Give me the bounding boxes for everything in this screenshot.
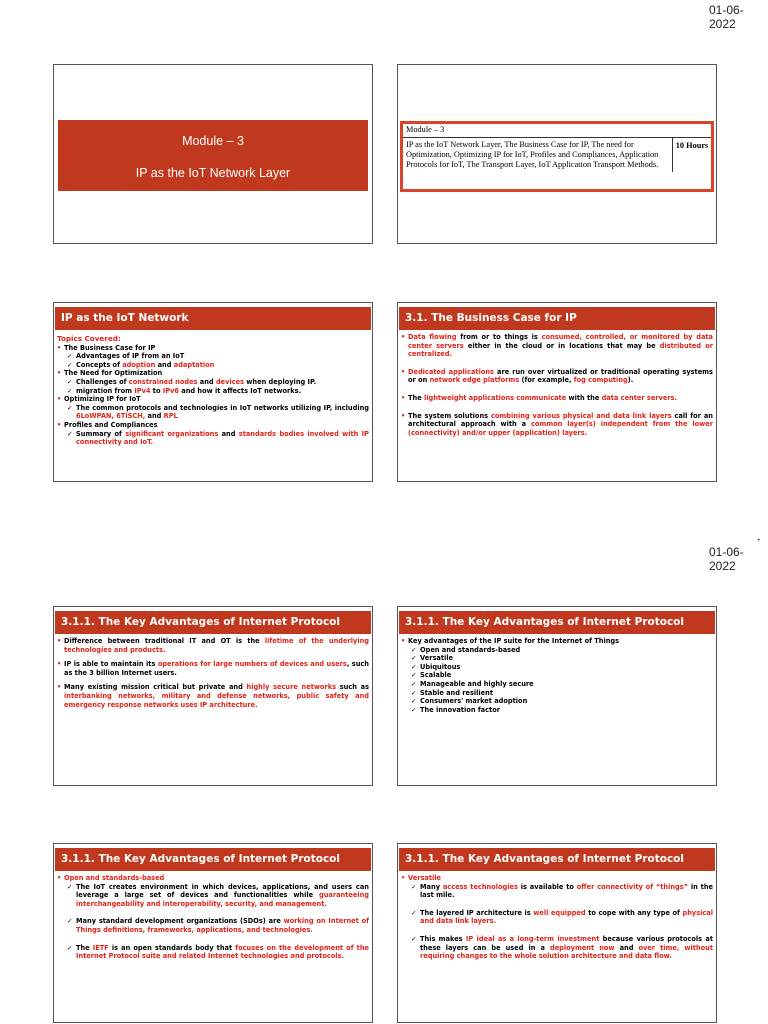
list-item: • The system solutions combining various physical and data link layers call for an architectural approach with a common layer(s) independent from the lower (connectivity) and/or upper (application) layers. [401, 412, 713, 438]
slide-body [401, 874, 713, 961]
module-title: Module – 3 [182, 134, 244, 148]
list-item: ✓ migration from IPv4 to IPv6 and how it affects IoT networks. [57, 387, 369, 396]
list-item: • Data flowing from or to things is consumed, controlled, or monitored by data center servers either in the cloud or in locations that may be distributed or centralized. [401, 333, 713, 359]
slide-topics [53, 302, 373, 482]
module-syllabus-table [400, 121, 714, 192]
slide-body [57, 874, 369, 961]
list-item: ✓ Consumers' market adoption [401, 697, 713, 706]
list-item: ✓ The layered IP architecture is well equipped to cope with any type of physical and data link layers. [401, 909, 713, 926]
list-item: ✓ Manageable and highly secure [401, 680, 713, 689]
list-item: ✓ Advantages of IP from an IoT [57, 352, 369, 361]
slide-header: 3.1.1. The Key Advantages of Internet Protocol [55, 848, 371, 871]
list-item: • Dedicated applications are run over virtualized or traditional operating systems or on network edge platforms (for example, fog computing). [401, 368, 713, 385]
list-item: ✓ Ubiquitous [401, 663, 713, 672]
list-item: ✓ This makes IP ideal as a long-term investment because various protocols at these layers can be used in a deployment now and over time, without requiring changes to the whole solution architecture and data flow. [401, 935, 713, 961]
list-item: ✓ Challenges of constrained nodes and devices when deploying IP. [57, 378, 369, 387]
slide-header: 3.1.1. The Key Advantages of Internet Protocol [399, 611, 715, 634]
module-subtitle: IP as the IoT Network Layer [135, 166, 291, 180]
slide-body [401, 333, 713, 437]
slide-key-advantages-1 [53, 606, 373, 786]
slide-key-advantages-3 [53, 843, 373, 1023]
list-item: • Optimizing IP for IoT [57, 395, 369, 404]
list-item: • IP is able to maintain its operations for large numbers of devices and users, such as the 3 billion Internet users. [57, 660, 369, 677]
list-item: ✓ The innovation factor [401, 706, 713, 715]
list-item: ✓ The common protocols and technologies in IoT networks utilizing IP, including 6LoWPAN, 6TiSCH, and RPL [57, 404, 369, 421]
module-label-cell: Module – 3 [403, 124, 711, 138]
module-description-cell: IP as the IoT Network Layer, The Business Case for IP, The need for Optimization, Optimizing IP for IoT, Profiles and Compliances, Application Protocols for IoT, The Transport Layer, IoT Application Transport Methods. [403, 138, 673, 172]
list-item: • Many existing mission critical but private and highly secure networks such as interbanking networks, military and defense networks, public safety and emergency response networks uses IP architecture. [57, 683, 369, 709]
page-date-mid: 01-06-2022 [709, 545, 744, 573]
slide-key-advantages-2 [397, 606, 717, 786]
list-item: ✓ Open and standards-based [401, 646, 713, 655]
slide-body [57, 637, 369, 709]
list-item: ✓ Many access technologies is available to offer connectivity of “things” in the last mile. [401, 883, 713, 900]
list-item: • Versatile [401, 874, 713, 883]
list-item: ✓ Summary of significant organizations and standards bodies involved with IP connectivity and IoT. [57, 430, 369, 447]
list-item: ✓ The IoT creates environment in which devices, applications, and users can leverage a large set of devices and functionalities while guaranteeing interchangeability and interoperability, security, and management. [57, 883, 369, 909]
slide-key-advantages-4 [397, 843, 717, 1023]
module-hours-cell: 10 Hours [675, 141, 709, 150]
list-item: ✓ Scalable [401, 671, 713, 680]
list-item: • Difference between traditional IT and OT is the lifetime of the underlying technologies and products. [57, 637, 369, 654]
list-item: • The lightweight applications communicate with the data center servers. [401, 394, 713, 403]
page-date-top: 01-06-2022 [709, 3, 744, 31]
slide-module-table [397, 64, 717, 244]
list-item: • Key advantages of the IP suite for the Internet of Things [401, 637, 713, 646]
slide-body [401, 637, 713, 714]
slide-title [53, 64, 373, 244]
slide-header: 3.1. The Business Case for IP [399, 307, 715, 330]
list-item: ✓ The IETF is an open standards body that focuses on the development of the Internet Protocol suite and related Internet technologies and protocols. [57, 944, 369, 961]
topics-label: Topics Covered: [57, 334, 121, 343]
page-mark: • [757, 537, 761, 544]
slide-business-case [397, 302, 717, 482]
list-item: • The Business Case for IP [57, 344, 369, 353]
list-item: • Open and standards-based [57, 874, 369, 883]
slide-header: 3.1.1. The Key Advantages of Internet Protocol [399, 848, 715, 871]
list-item: • The Need for Optimization [57, 369, 369, 378]
list-item: ✓ Stable and resilient [401, 689, 713, 698]
slide-body [57, 335, 369, 447]
title-band [58, 120, 368, 191]
slide-header: IP as the IoT Network [55, 307, 371, 330]
list-item: ✓ Concepts of adoption and adaptation [57, 361, 369, 370]
list-item: ✓ Versatile [401, 654, 713, 663]
list-item: ✓ Many standard development organizations (SDOs) are working on Internet of Things definitions, frameworks, applications, and technologies. [57, 917, 369, 934]
slide-header: 3.1.1. The Key Advantages of Internet Protocol [55, 611, 371, 634]
list-item: • Profiles and Compliances [57, 421, 369, 430]
